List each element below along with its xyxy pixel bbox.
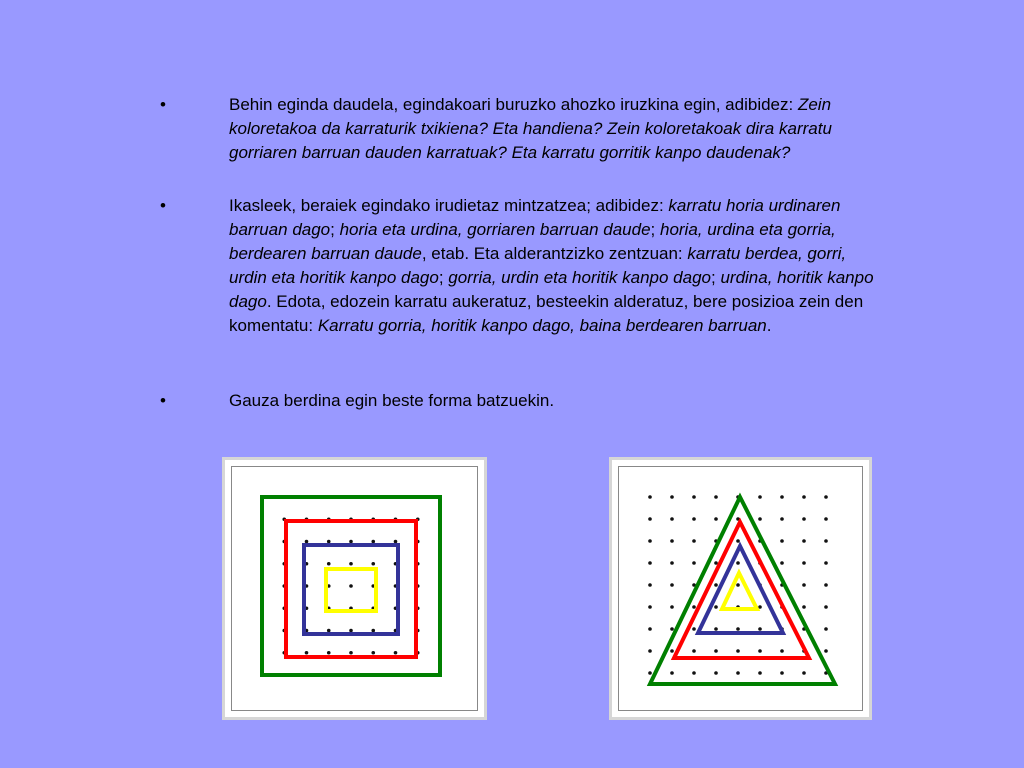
text-run: . Edota, edozein karratu aukeratuz, besteekin alderatuz, bere posizioa zein den komentatu:	[229, 292, 864, 335]
peg-dot	[714, 627, 718, 631]
peg-dot	[824, 561, 828, 565]
peg-dot	[371, 629, 375, 633]
text-run: Gauza berdina egin beste forma batzuekin.	[229, 391, 555, 410]
text-run: Behin eginda daudela, egindakoari buruzko ahozko iruzkina egin, adibidez:	[229, 95, 798, 114]
peg-dot	[824, 495, 828, 499]
peg-dot	[736, 583, 740, 587]
peg-dot	[758, 627, 762, 631]
peg-dot	[349, 562, 353, 566]
peg-dot	[758, 517, 762, 521]
peg-dot	[824, 627, 828, 631]
peg-dot	[692, 539, 696, 543]
text-run: ;	[438, 268, 449, 287]
peg-dot	[692, 495, 696, 499]
peg-dot	[824, 583, 828, 587]
peg-dot	[758, 671, 762, 675]
peg-dot	[714, 495, 718, 499]
geoboard-squares-image	[222, 457, 487, 720]
peg-dot	[648, 583, 652, 587]
peg-dot	[714, 583, 718, 587]
italic-text-run: karratu berdea, gorri, urdin eta horitik kanpo dago	[229, 244, 847, 287]
peg-dot	[327, 629, 331, 633]
peg-dot	[670, 583, 674, 587]
peg-dot	[648, 605, 652, 609]
peg-dot	[349, 584, 353, 588]
text-run: , etab. Eta alderantzizko zentzuan:	[421, 244, 688, 263]
peg-dot	[714, 561, 718, 565]
peg-dot	[371, 651, 375, 655]
yellow-square	[326, 569, 376, 611]
peg-dot	[780, 649, 784, 653]
peg-dot	[736, 539, 740, 543]
peg-dot	[327, 562, 331, 566]
peg-dot	[714, 649, 718, 653]
peg-dot	[802, 561, 806, 565]
blue-square	[304, 545, 398, 634]
peg-dot	[692, 517, 696, 521]
text-run: ;	[650, 220, 660, 239]
peg-dot	[692, 649, 696, 653]
peg-dot	[327, 651, 331, 655]
peg-dot	[305, 540, 309, 544]
peg-dot	[648, 649, 652, 653]
peg-dot	[670, 517, 674, 521]
peg-dot	[780, 495, 784, 499]
peg-dot	[780, 671, 784, 675]
peg-dot	[736, 561, 740, 565]
text-run: ;	[711, 268, 721, 287]
peg-dot	[648, 517, 652, 521]
peg-dot	[802, 671, 806, 675]
peg-dot	[670, 671, 674, 675]
peg-dot	[714, 517, 718, 521]
peg-dot	[670, 605, 674, 609]
italic-text-run: gorria, urdin eta horitik kanpo dago	[448, 268, 711, 287]
peg-dot	[648, 627, 652, 631]
text-run: ;	[330, 220, 340, 239]
italic-text-run: karratu horia urdinaren barruan dago	[229, 196, 841, 239]
italic-text-run: horia, urdina eta gorria, berdearen barruan daude	[229, 220, 836, 263]
peg-dot	[714, 671, 718, 675]
peg-dot	[692, 605, 696, 609]
bullet-paragraph-2	[229, 194, 879, 338]
peg-dot	[670, 495, 674, 499]
geoboard-squares-svg	[225, 460, 484, 717]
peg-dot	[692, 671, 696, 675]
bullet-marker: •	[160, 95, 166, 114]
bullet-paragraph-3	[229, 389, 879, 413]
yellow-triangle	[722, 573, 757, 609]
bullet-paragraph-1	[229, 93, 879, 165]
peg-dot	[670, 539, 674, 543]
peg-dot	[670, 649, 674, 653]
peg-dot	[758, 649, 762, 653]
peg-dot	[648, 495, 652, 499]
peg-dot	[824, 517, 828, 521]
text-run: Ikasleek, beraiek egindako irudietaz mintzatzea; adibidez:	[229, 196, 669, 215]
peg-dot	[670, 627, 674, 631]
peg-dot	[780, 517, 784, 521]
peg-dot	[394, 540, 398, 544]
italic-text-run: Zein koloretakoa da karraturik txikiena? Eta handiena? Zein koloretakoak dira karratu gorriaren barruan dauden karratuak? Eta karratu gorritik kanpo daudenak?	[229, 95, 832, 162]
italic-text-run: urdina, horitik kanpo dago	[229, 268, 874, 311]
peg-dot	[692, 627, 696, 631]
italic-text-run: Karratu gorria, horitik kanpo dago, baina berdearen barruan	[317, 316, 767, 335]
peg-dot	[802, 583, 806, 587]
peg-dot	[327, 540, 331, 544]
geoboard-triangles-svg	[612, 460, 869, 717]
peg-dot	[670, 561, 674, 565]
peg-dot	[736, 649, 740, 653]
peg-dot	[824, 605, 828, 609]
peg-dot	[371, 562, 375, 566]
text-run: .	[766, 316, 772, 335]
peg-dot	[824, 539, 828, 543]
bullet-marker: •	[160, 391, 166, 410]
peg-dot	[648, 561, 652, 565]
peg-dot	[780, 561, 784, 565]
peg-dot	[802, 605, 806, 609]
peg-dot	[802, 539, 806, 543]
peg-dot	[736, 627, 740, 631]
peg-dot	[349, 540, 353, 544]
peg-dot	[758, 495, 762, 499]
peg-dot	[802, 495, 806, 499]
peg-dot	[305, 651, 309, 655]
peg-dot	[648, 539, 652, 543]
peg-dot	[349, 629, 353, 633]
geoboard-triangles-image	[609, 457, 872, 720]
peg-dot	[736, 671, 740, 675]
peg-dot	[802, 517, 806, 521]
peg-dot	[648, 671, 652, 675]
peg-dot	[824, 649, 828, 653]
peg-dot	[394, 651, 398, 655]
peg-dot	[692, 561, 696, 565]
bullet-marker: •	[160, 196, 166, 215]
peg-dot	[780, 539, 784, 543]
peg-dot	[371, 540, 375, 544]
peg-dot	[349, 651, 353, 655]
italic-text-run: horia eta urdina, gorriaren barruan daude	[339, 220, 651, 239]
peg-dot	[714, 605, 718, 609]
